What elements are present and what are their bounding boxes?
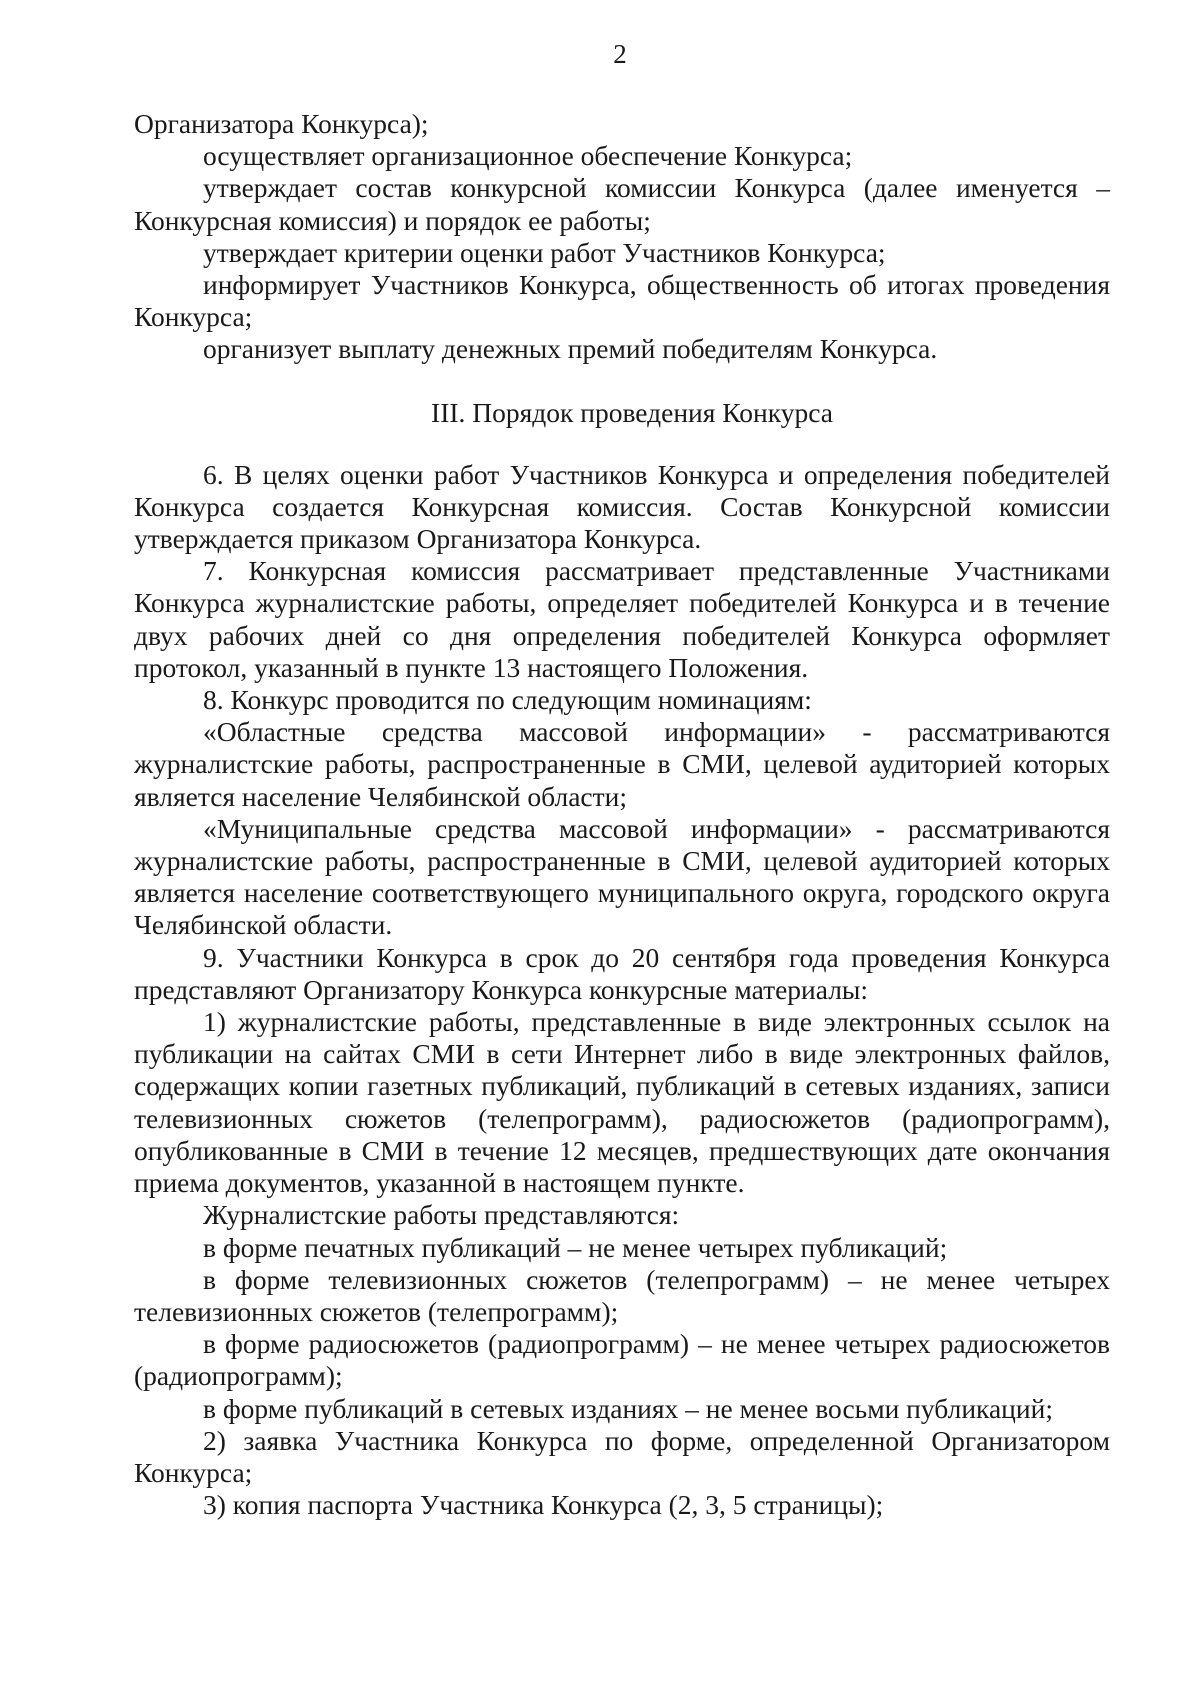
paragraph: «Областные средства массовой информации» - рассматриваются журналистские работы, распространенные в СМИ, целевой аудиторией которых является население Челябинской области;	[134, 716, 1110, 812]
page-number: 2	[613, 39, 627, 69]
paragraph: 7. Конкурсная комиссия рассматривает представленные Участниками Конкурса журналистские работы, определяет победителей Конкурса и в течение двух рабочих дней со дня определения победителей Конкурса оформляет протокол, указанный в пункте 13 настоящего Положения.	[134, 555, 1110, 683]
section-heading: III. Порядок проведения Конкурса	[431, 396, 833, 428]
paragraph: «Муниципальные средства массовой информации» - рассматриваются журналистские работы, распространенные в СМИ, целевой аудиторией которых является население соответствующего муниципального округа, городского округа Челябинской области.	[134, 812, 1110, 941]
paragraph: утверждает критерии оценки работ Участников Конкурса;	[203, 236, 886, 268]
paragraph: в форме публикаций в сетевых изданиях – не менее восьми публикаций;	[203, 1392, 1053, 1424]
paragraph: 3) копия паспорта Участника Конкурса (2, 3, 5 страницы);	[203, 1489, 884, 1521]
paragraph: 6. В целях оценки работ Участников Конкурса и определения победителей Конкурса создается Конкурсная комиссия. Состав Конкурсной комиссии утверждается приказом Организатора Конкурса.	[134, 458, 1110, 555]
paragraph: 2) заявка Участника Конкурса по форме, определенной Организатором Конкурса;	[134, 1424, 1110, 1488]
paragraph: информирует Участников Конкурса, общественность об итогах проведения Конкурса;	[134, 269, 1110, 333]
paragraph: Журналистские работы представляются:	[203, 1199, 680, 1231]
paragraph: в форме радиосюжетов (радиопрограмм) – не менее четырех радиосюжетов (радиопрограмм);	[134, 1328, 1110, 1392]
paragraph: 9. Участники Конкурса в срок до 20 сентября года проведения Конкурса представляют Организатору Конкурса конкурсные материалы:	[134, 941, 1110, 1005]
paragraph: организует выплату денежных премий победителям Конкурса.	[203, 333, 938, 365]
paragraph: Организатора Конкурса);	[134, 108, 429, 139]
paragraph: в форме печатных публикаций – не менее четырех публикаций;	[203, 1231, 948, 1263]
document-body	[134, 108, 1110, 1521]
paragraph: в форме телевизионных сюжетов (телепрограмм) – не менее четырех телевизионных сюжетов (телепрограмм);	[134, 1263, 1110, 1327]
paragraph: осуществляет организационное обеспечение Конкурса;	[203, 140, 853, 172]
paragraph: 1) журналистские работы, представленные в виде электронных ссылок на публикации на сайтах СМИ в сети Интернет либо в виде электронных файлов, содержащих копии газетных публикаций, публикаций в сетевых изданиях, записи телевизионных сюжетов (телепрограмм), радиосюжетов (радиопрограмм), опубликованные в СМИ в течение 12 месяцев, предшествующих дате окончания приема документов, указанной в настоящем пункте.	[134, 1006, 1110, 1199]
paragraph: утверждает состав конкурсной комиссии Конкурса (далее именуется – Конкурсная комиссия) и порядок ее работы;	[134, 172, 1110, 236]
paragraph: 8. Конкурс проводится по следующим номинациям:	[203, 684, 812, 716]
